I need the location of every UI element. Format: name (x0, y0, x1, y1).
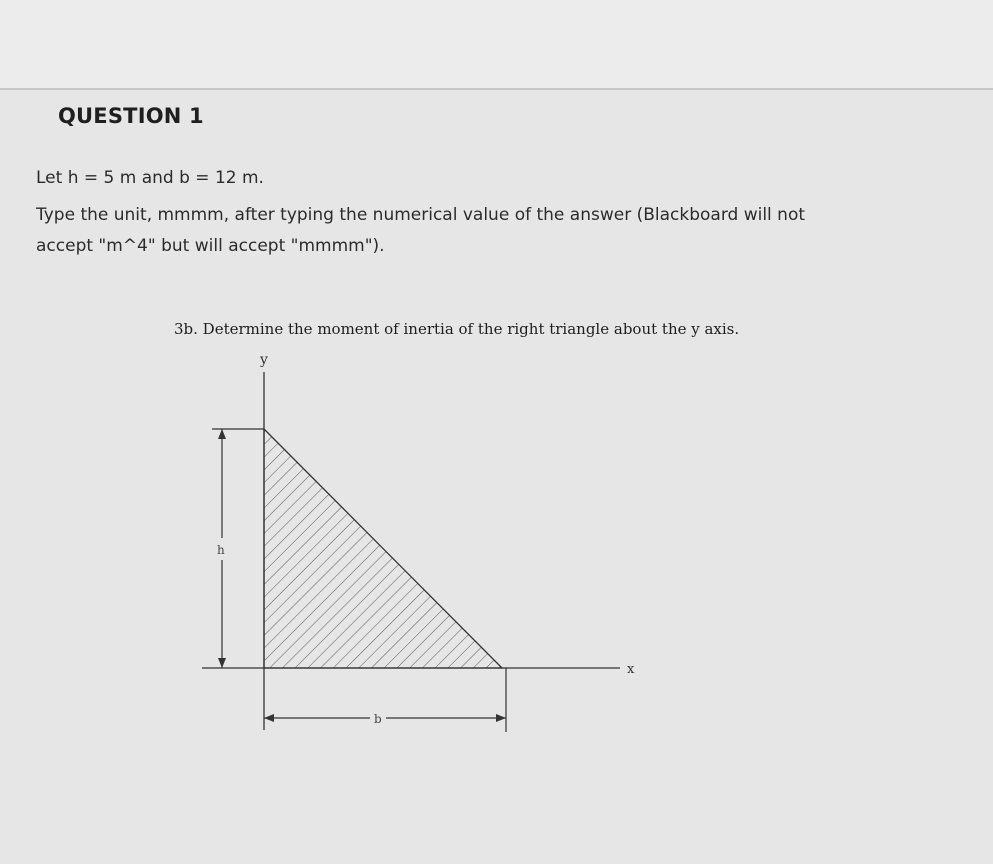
height-label: h (217, 543, 225, 557)
question-text-line-1: Let h = 5 m and b = 12 m. (36, 168, 264, 188)
question-text-line-3: accept "m^4" but will accept "mmmm"). (36, 236, 385, 256)
question-text-line-2: Type the unit, mmmm, after typing the numerical value of the answer (Blackboard will not (36, 205, 806, 225)
right-triangle (264, 429, 502, 668)
base-arrow-left (264, 714, 274, 722)
height-arrow-top (218, 429, 226, 439)
x-axis-label: x (627, 662, 635, 677)
figure-caption: 3b. Determine the moment of inertia of the right triangle about the y axis. (174, 320, 740, 338)
triangle-figure (190, 340, 660, 740)
base-arrow-right (496, 714, 506, 722)
top-band (0, 0, 993, 88)
height-arrow-bottom (218, 658, 226, 668)
question-title: QUESTION 1 (58, 104, 204, 128)
y-axis-label: y (260, 352, 268, 368)
base-label: b (374, 712, 382, 726)
